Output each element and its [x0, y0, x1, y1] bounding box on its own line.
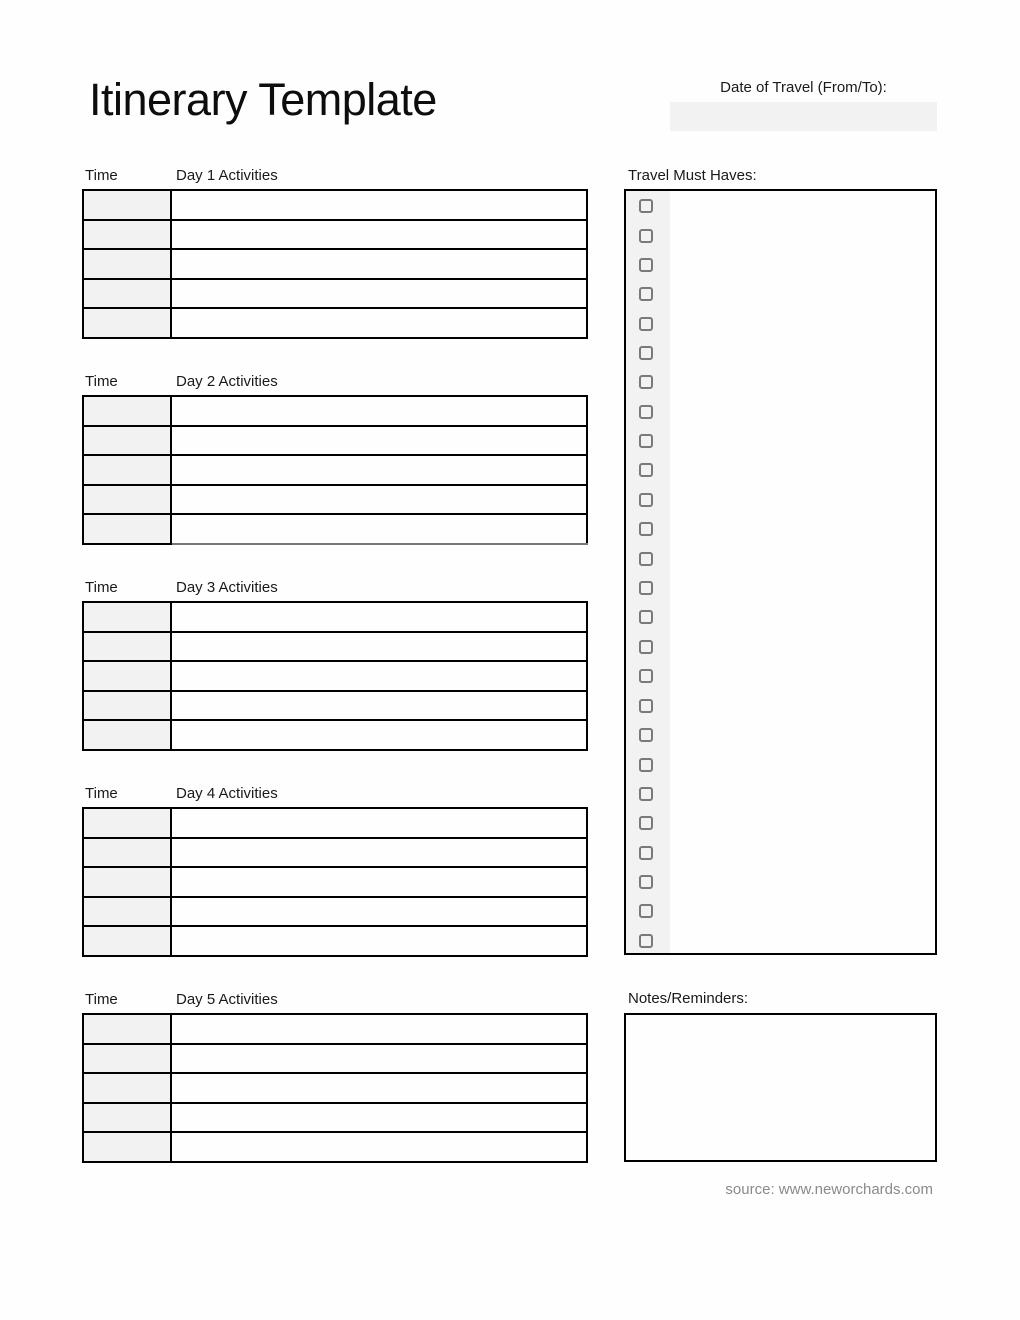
time-cell[interactable]: [82, 662, 172, 690]
checkbox[interactable]: [639, 229, 653, 243]
table-row: [82, 250, 588, 280]
time-cell[interactable]: [82, 456, 172, 484]
table-row: [82, 515, 588, 545]
source-credit: source: www.neworchards.com: [725, 1181, 933, 1198]
activity-cell[interactable]: [172, 721, 588, 749]
checkbox[interactable]: [639, 522, 653, 536]
table-row: [82, 456, 588, 486]
time-cell[interactable]: [82, 427, 172, 455]
time-cell[interactable]: [82, 1133, 172, 1161]
time-cell[interactable]: [82, 250, 172, 278]
time-cell[interactable]: [82, 397, 172, 425]
activity-cell[interactable]: [172, 662, 588, 690]
checkbox[interactable]: [639, 463, 653, 477]
checkbox[interactable]: [639, 728, 653, 742]
day-4-table: [82, 807, 588, 957]
time-cell[interactable]: [82, 927, 172, 955]
checkbox[interactable]: [639, 875, 653, 889]
checkbox[interactable]: [639, 405, 653, 419]
day-1-table: [82, 189, 588, 339]
checkbox[interactable]: [639, 317, 653, 331]
time-cell[interactable]: [82, 1045, 172, 1073]
activity-cell[interactable]: [172, 427, 588, 455]
time-cell[interactable]: [82, 515, 172, 545]
notes-label: Notes/Reminders:: [628, 990, 749, 1007]
page-title: Itinerary Template: [89, 74, 437, 125]
activity-cell[interactable]: [172, 309, 588, 337]
table-row: [82, 280, 588, 310]
activity-cell[interactable]: [172, 1104, 588, 1132]
checkbox[interactable]: [639, 375, 653, 389]
checkbox[interactable]: [639, 669, 653, 683]
table-row: [82, 662, 588, 692]
activity-cell[interactable]: [172, 280, 588, 308]
time-cell[interactable]: [82, 603, 172, 631]
checkbox[interactable]: [639, 846, 653, 860]
table-row: [82, 486, 588, 516]
time-column-label: Time: [85, 991, 118, 1008]
activity-cell[interactable]: [172, 1133, 588, 1161]
checkbox[interactable]: [639, 552, 653, 566]
activity-cell[interactable]: [172, 927, 588, 955]
checkbox[interactable]: [639, 904, 653, 918]
time-cell[interactable]: [82, 809, 172, 837]
checkbox[interactable]: [639, 287, 653, 301]
activity-cell[interactable]: [172, 1045, 588, 1073]
activity-cell[interactable]: [172, 515, 588, 543]
time-cell[interactable]: [82, 1074, 172, 1102]
table-row: [82, 633, 588, 663]
table-row: [82, 721, 588, 751]
time-column-label: Time: [85, 785, 118, 802]
checkbox-column: [626, 191, 670, 953]
table-row: [82, 927, 588, 957]
day-5-table: [82, 1013, 588, 1163]
table-row: [82, 809, 588, 839]
date-of-travel-field[interactable]: [670, 102, 937, 131]
activity-cell[interactable]: [172, 633, 588, 661]
activity-cell[interactable]: [172, 250, 588, 278]
checkbox[interactable]: [639, 434, 653, 448]
checkbox[interactable]: [639, 346, 653, 360]
checkbox[interactable]: [639, 258, 653, 272]
activity-cell[interactable]: [172, 221, 588, 249]
table-row: [82, 839, 588, 869]
checkbox[interactable]: [639, 610, 653, 624]
table-row: [82, 1074, 588, 1104]
time-cell[interactable]: [82, 839, 172, 867]
day-3-table: [82, 601, 588, 751]
time-cell[interactable]: [82, 692, 172, 720]
activity-cell[interactable]: [172, 839, 588, 867]
activity-cell[interactable]: [172, 868, 588, 896]
time-cell[interactable]: [82, 221, 172, 249]
time-cell[interactable]: [82, 280, 172, 308]
day-activities-label: Day 1 Activities: [176, 167, 278, 184]
table-row: [82, 427, 588, 457]
activity-cell[interactable]: [172, 898, 588, 926]
checkbox[interactable]: [639, 493, 653, 507]
checkbox[interactable]: [639, 581, 653, 595]
table-row: [82, 397, 588, 427]
table-row: [82, 692, 588, 722]
day-activities-label: Day 3 Activities: [176, 579, 278, 596]
table-row: [82, 1015, 588, 1045]
day-activities-label: Day 2 Activities: [176, 373, 278, 390]
time-cell[interactable]: [82, 486, 172, 514]
table-row: [82, 1104, 588, 1134]
table-row: [82, 1133, 588, 1163]
day-2-table: [82, 395, 588, 545]
time-cell[interactable]: [82, 1015, 172, 1043]
time-column-label: Time: [85, 579, 118, 596]
activity-cell[interactable]: [172, 1074, 588, 1102]
notes-box[interactable]: [624, 1013, 937, 1162]
checkbox[interactable]: [639, 699, 653, 713]
time-cell[interactable]: [82, 1104, 172, 1132]
time-cell[interactable]: [82, 309, 172, 337]
time-cell[interactable]: [82, 868, 172, 896]
table-row: [82, 191, 588, 221]
table-row: [82, 1045, 588, 1075]
time-column-label: Time: [85, 167, 118, 184]
table-row: [82, 221, 588, 251]
activity-cell[interactable]: [172, 486, 588, 514]
checkbox[interactable]: [639, 934, 653, 948]
time-cell[interactable]: [82, 721, 172, 749]
date-of-travel-label: Date of Travel (From/To):: [720, 79, 887, 96]
day-activities-label: Day 5 Activities: [176, 991, 278, 1008]
table-row: [82, 868, 588, 898]
activity-cell[interactable]: [172, 191, 588, 219]
table-row: [82, 603, 588, 633]
table-row: [82, 309, 588, 339]
time-cell[interactable]: [82, 633, 172, 661]
must-haves-label: Travel Must Haves:: [628, 167, 757, 184]
table-row: [82, 898, 588, 928]
activity-cell[interactable]: [172, 397, 588, 425]
activity-cell[interactable]: [172, 603, 588, 631]
checkbox[interactable]: [639, 816, 653, 830]
activity-cell[interactable]: [172, 456, 588, 484]
time-column-label: Time: [85, 373, 118, 390]
checkbox[interactable]: [639, 758, 653, 772]
checkbox[interactable]: [639, 199, 653, 213]
day-activities-label: Day 4 Activities: [176, 785, 278, 802]
activity-cell[interactable]: [172, 1015, 588, 1043]
must-haves-box: [624, 189, 937, 955]
time-cell[interactable]: [82, 898, 172, 926]
activity-cell[interactable]: [172, 692, 588, 720]
checkbox[interactable]: [639, 640, 653, 654]
time-cell[interactable]: [82, 191, 172, 219]
checkbox[interactable]: [639, 787, 653, 801]
activity-cell[interactable]: [172, 809, 588, 837]
